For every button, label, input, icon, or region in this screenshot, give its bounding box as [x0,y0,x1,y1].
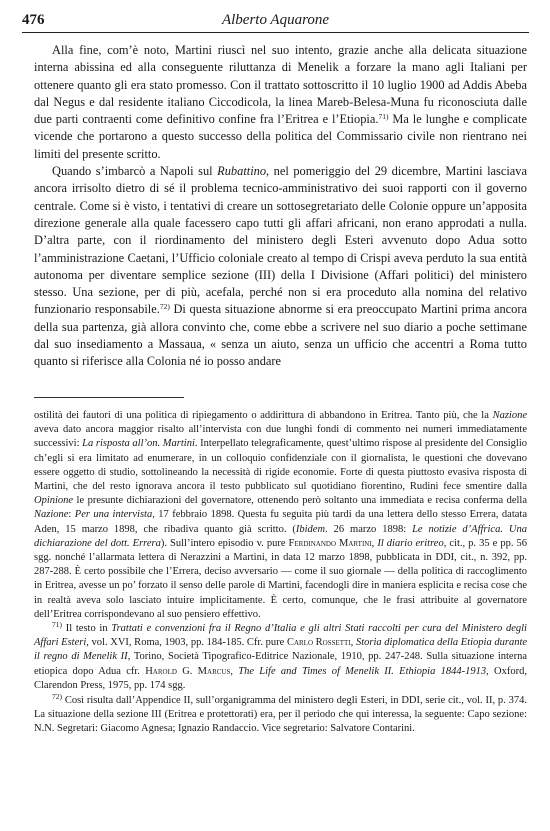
note-text: , Torino, Società Tipografico-Editrice Nazionale, 1910, pp. 247-248. Sulla situazione interna etiopica dopo Adua cfr. [34,651,527,677]
note-text: , vol. XVI, Roma, 1903, pp. 184-185. Cfr. pure [86,637,287,649]
note-italic: Nazione [492,410,527,421]
note-italic: Trattati e convenzioni fra il Regno d’Italia e gli altri Stati raccolti per cura del Ministero degli Affari Esteri [34,623,527,649]
running-head-author: Alberto Aquarone [221,12,330,28]
note-italic: La risposta all’on. Martini [82,438,195,450]
note-text: ostilità dei fautori di una politica di ripiegamento o addirittura di abbandono in Eritrea. Tanto più, che la [34,410,493,421]
note-italic: Per una intervista [74,509,153,521]
page-header [22,10,529,32]
header-rule [22,32,529,33]
note-italic: Storia diplomatica della Etiopia durante il regno di Menelik II [34,637,528,663]
note-text: : [68,509,75,521]
note-italic: Opinione [34,495,74,507]
note-author-name: Harold G. Marcus [145,665,231,677]
note-text: , [371,537,378,549]
note-italic: Il diario eritreo [377,537,444,549]
note-author-name: Ferdinando Martini [288,537,372,549]
note-text: , cit., p. 35 e pp. 56 sgg. nonché l’allarmata lettera di Nerazzini a Martini, in data 12 marzo 1898, pubblicata in DDI, cit., n. 392, pp. 287-288. È certo possibile che l’Errera, deciso avversario — come il suo giornale — della politica di raccoglimento in Eritrea, avesse un po’ forzato il senso delle parole di Martini, facendogli dire in maniera esplicita e recisa cose che in realtà aveva solo lasciato intuire implicitamente. È certo, comunque, che le frasi attribuite al governatore dell’Eritrea corrispondevano al suo pensiero effettivo. [34,537,527,620]
note-text: , [350,637,356,649]
note-author-name: Carlo Rossetti [286,637,351,649]
footnote-71 [34,622,527,693]
note-italic: Ibidem [295,523,326,535]
footnote-number-72: 72) [52,692,62,702]
footnote-72 [34,694,527,737]
note-text: Il testo in [62,623,112,635]
footnote-ref-72: 72) [159,302,170,312]
note-text: Così risulta dall’Appendice II, sull’organigramma del ministero degli Esteri, in DDI, serie cit., vol. II, p. 374. La situazione della sezione III (Eritrea e protettorati) era, per il periodo che qui interessa, la seguente: Capo sezione: N.N. Segretari: Giacomo Agnesa; Ignazio Randaccio. Vice segretario: Salvatore Contarini. [34,695,527,735]
note-text: , 17 febbraio 1898. Questa fu seguita più tardi da una lettera dello stesso Errera, datata Aden, 15 marzo 1898, che ribadiva quanto già scritto. ( [34,509,527,535]
paragraph-2-continuation: Di questa situazione abnorme si era preoccupato Martini prima ancora della sua partenza, già allora convinto che, come ebbe a scrivere nel suo diario a poche settimane dal suo insediamento a Massaua, « senza un aiuto, senza un ufficio che accentri a Roma tutto quanto si riferisce alla Colonia né io posso andare [34,302,528,369]
footnotes [34,409,527,737]
note-italic: Le notizie d’Affrica. Una dichiarazione del dott. Errera [34,523,527,549]
paragraph-1-continuation: Ma le lunghe e complicate vicende che portarono a questo successo della politica del Commissario civile non rientrano nei limiti del presente scritto. [34,112,528,161]
note-italic: Nazione [34,509,69,521]
paragraph-1-text: Alla fine, com’è noto, Martini riuscì nel suo intento, grazie anche alla delicata situazione interna abissina ed alla conseguente riluttanza di Menelik a forzare la mano agli Italiani per ottenere quanto gli era stato promesso. Con il trattato sottoscritto il 10 luglio 1900 ad Addis Abeba dal Negus e dal residente italiano Ciccodicola, la linea Mareb-Belesa-Muna fu riconosciuta dalle due parti contraenti come definitivo confine fra l’Eritrea e l’Etiopia. [34,43,527,127]
page-number: 476 [22,12,45,28]
footnote-separator [34,397,184,398]
note-text: , Oxford, Clarendon Press, 1975, pp. 174 sgg. [34,665,527,691]
footnote-number-71: 71) [52,620,62,630]
note-text: aveva dato ancora maggior risalto all’intervista con due lunghi fondi di commento nei numeri immediatamente successivi: [34,424,527,450]
note-text: , [230,665,239,677]
paragraph-2-text: , nel pomeriggio del 29 dicembre, Martini lasciava ancora irrisolto dietro di sé il problema tecnico-amministrativo dei suoi rapporti con il governo centrale. Come si è visto, i tentativi di creare un sottosegretariato delle Colonie oppure un’apposita direzione generale alla quale facessero capo tutti gli affari africani, non erano approdati a nulla. D’altra parte, con il riordinamento del ministero degli Esteri avvenuto dopo Adua sotto l’amministrazione Caetani, l’Ufficio coloniale creato al tempo di Crispi aveva perduto la sua entità autonoma per diventare semplice sezione (III) della I Divisione (Affari politici) del ministero stesso. Una sezione, per di più, acefala, perché non si era proceduto alla nomina del relativo funzionario responsabile. [34,164,527,317]
paragraph-2 [34,163,527,371]
note-text: . Interpellato telegraficamente, quest’ultimo rispose al presidente del Consiglio ch’egli si era limitato ad enumerare, in un colloquio confidenziale con il giornalista, le questioni che dovevano essere oggetto di studio, sottolineando la necessità di rigide economie. Forte di questa piuttosto evasiva risposta di Martini, che del resto ignorava ancora il testo pubblicato sul quotidiano fiorentino, Rudinì fece smentire dalla [34,438,527,493]
main-text [34,42,527,371]
note-italic: The Life and Times of Menelik II. Ethiopia 1844-1913 [238,665,487,677]
note-text: le presunte dichiarazioni del governatore, ottenendo però soltanto una immediata e recisa conferma della [73,495,527,507]
ship-name: Rubattino [217,164,267,179]
note-text: . 26 marzo 1898: [325,523,413,535]
paragraph-2-opening: Quando s’imbarcò a Napoli sul [52,164,218,179]
paragraph-1 [34,42,527,163]
note-text: ). Sull’intero episodio v. pure [160,537,289,549]
footnote-ref-71: 71) [378,112,389,122]
footnote-continuation [34,409,527,622]
